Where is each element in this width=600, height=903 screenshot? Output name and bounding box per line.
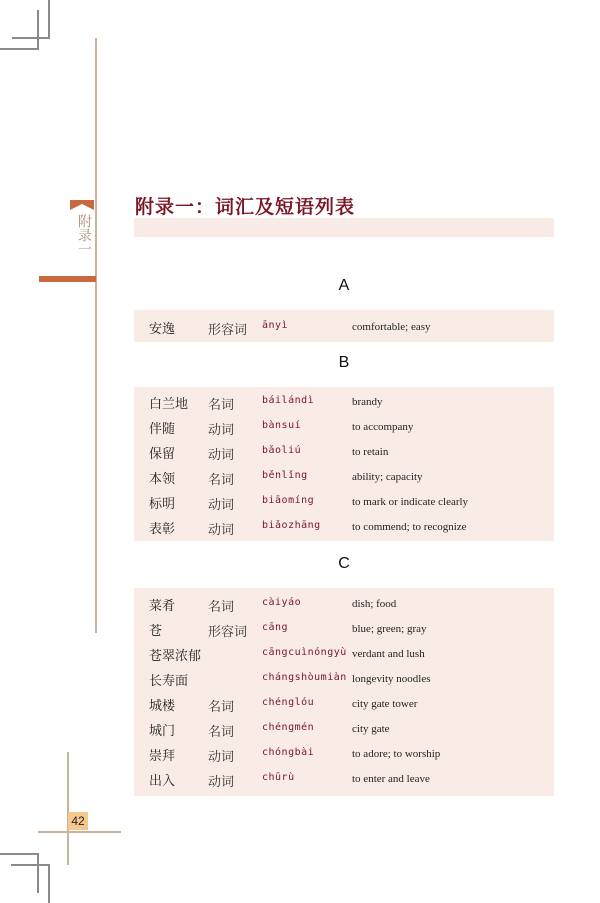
- vocab-row: [134, 314, 554, 339]
- vocab-word: 伴随: [149, 422, 176, 437]
- vocab-pos: 动词: [208, 523, 235, 538]
- sidebar-tab-label: 附录一: [76, 214, 92, 256]
- vocab-pos: 名词: [208, 725, 235, 740]
- page-number-guide-horizontal: [38, 831, 121, 833]
- vocab-pinyin: chéngmén: [262, 722, 315, 733]
- vocab-pos: 动词: [208, 750, 235, 765]
- vocab-word: 安逸: [149, 322, 176, 337]
- vocab-pos: 动词: [208, 775, 235, 790]
- vocab-pinyin: chóngbài: [262, 747, 315, 758]
- crop-mark-top-left: [12, 37, 50, 39]
- section-letter-a: A: [338, 277, 350, 294]
- vocab-pinyin: biǎozhāng: [262, 520, 321, 531]
- vocab-word: 苍: [149, 624, 163, 639]
- vocab-pos: 动词: [208, 498, 235, 513]
- vocab-pinyin: běnlǐng: [262, 470, 308, 481]
- bookmark-ribbon-icon: [70, 200, 94, 210]
- vocab-pinyin: ānyì: [262, 320, 289, 331]
- vocab-pos: 名词: [208, 700, 235, 715]
- vocab-english: to retain: [352, 446, 389, 458]
- vocab-pos: 形容词: [208, 625, 248, 640]
- vocab-row: [134, 439, 554, 464]
- vocab-row: [134, 716, 554, 741]
- vocab-english: ability; capacity: [352, 471, 423, 483]
- vocab-pos: 动词: [208, 448, 235, 463]
- vocab-english: to adore; to worship: [352, 748, 441, 760]
- vocab-row: [134, 766, 554, 791]
- vocab-row: [134, 666, 554, 691]
- vocab-row: [134, 616, 554, 641]
- crop-mark-top-left: [0, 48, 39, 50]
- vocab-word: 白兰地: [149, 397, 189, 412]
- sidebar-divider-bar: [39, 276, 96, 282]
- vocab-block-b: [134, 387, 554, 541]
- vocab-row: [134, 641, 554, 666]
- vocab-word: 本领: [149, 472, 176, 487]
- vocab-pos: 名词: [208, 473, 235, 488]
- vocab-pinyin: cāngcuìnóngyù: [262, 647, 347, 658]
- vocab-english: to enter and leave: [352, 773, 430, 785]
- vocab-pinyin: càiyáo: [262, 597, 302, 608]
- vocab-pinyin: bànsuí: [262, 420, 302, 431]
- vocab-english: city gate: [352, 723, 390, 735]
- section-letter-c: C: [338, 555, 350, 572]
- vocab-pos: 动词: [208, 423, 235, 438]
- page-number: 42: [68, 812, 88, 830]
- vocab-english: comfortable; easy: [352, 321, 431, 333]
- vocab-block-c: [134, 588, 554, 796]
- vocab-row: [134, 691, 554, 716]
- vocab-pos: 形容词: [208, 323, 248, 338]
- crop-mark-bottom-left: [11, 864, 49, 866]
- vocab-english: blue; green; gray: [352, 623, 427, 635]
- margin-guide-line: [95, 38, 97, 633]
- crop-mark-top-left: [48, 0, 50, 38]
- vocab-pinyin: chénglóu: [262, 697, 315, 708]
- vocab-pinyin: bǎoliú: [262, 445, 302, 456]
- vocab-block-a: [134, 310, 554, 342]
- vocab-row: [134, 514, 554, 539]
- vocab-row: [134, 464, 554, 489]
- vocab-word: 菜肴: [149, 599, 176, 614]
- section-letter-b: B: [338, 354, 350, 371]
- vocab-word: 城门: [149, 724, 176, 739]
- crop-mark-bottom-left: [0, 853, 38, 855]
- vocab-pinyin: chángshòumiàn: [262, 672, 347, 683]
- vocab-row: [134, 489, 554, 514]
- vocab-english: city gate tower: [352, 698, 418, 710]
- crop-mark-bottom-left: [37, 853, 39, 893]
- vocab-word: 标明: [149, 497, 176, 512]
- vocab-word: 表彰: [149, 522, 176, 537]
- vocab-english: to mark or indicate clearly: [352, 496, 469, 508]
- vocab-english: verdant and lush: [352, 648, 425, 660]
- vocab-pinyin: cāng: [262, 622, 289, 633]
- vocab-word: 苍翠浓郁: [149, 649, 202, 664]
- vocab-row: [134, 389, 554, 414]
- vocab-pos: 名词: [208, 398, 235, 413]
- vocab-english: longevity noodles: [352, 673, 431, 685]
- vocab-pinyin: chūrù: [262, 772, 295, 783]
- page-number-guide-vertical: [67, 752, 69, 865]
- vocab-pinyin: báilándì: [262, 395, 315, 406]
- vocab-english: to accompany: [352, 421, 414, 433]
- vocab-word: 长寿面: [149, 674, 189, 689]
- page-title: 附录一：词汇及短语列表: [135, 196, 356, 218]
- vocab-english: to commend; to recognize: [352, 521, 467, 533]
- vocab-word: 出入: [149, 774, 176, 789]
- vocab-word: 保留: [149, 447, 176, 462]
- vocab-word: 崇拜: [149, 749, 176, 764]
- crop-mark-bottom-left: [48, 864, 50, 903]
- vocab-pinyin: biāomíng: [262, 495, 315, 506]
- vocab-word: 城楼: [149, 699, 176, 714]
- vocab-pos: 名词: [208, 600, 235, 615]
- vocab-english: brandy: [352, 396, 383, 408]
- crop-mark-top-left: [37, 10, 39, 49]
- vocab-english: dish; food: [352, 598, 397, 610]
- title-band: [134, 218, 554, 237]
- vocab-row: [134, 591, 554, 616]
- vocab-row: [134, 741, 554, 766]
- vocab-row: [134, 414, 554, 439]
